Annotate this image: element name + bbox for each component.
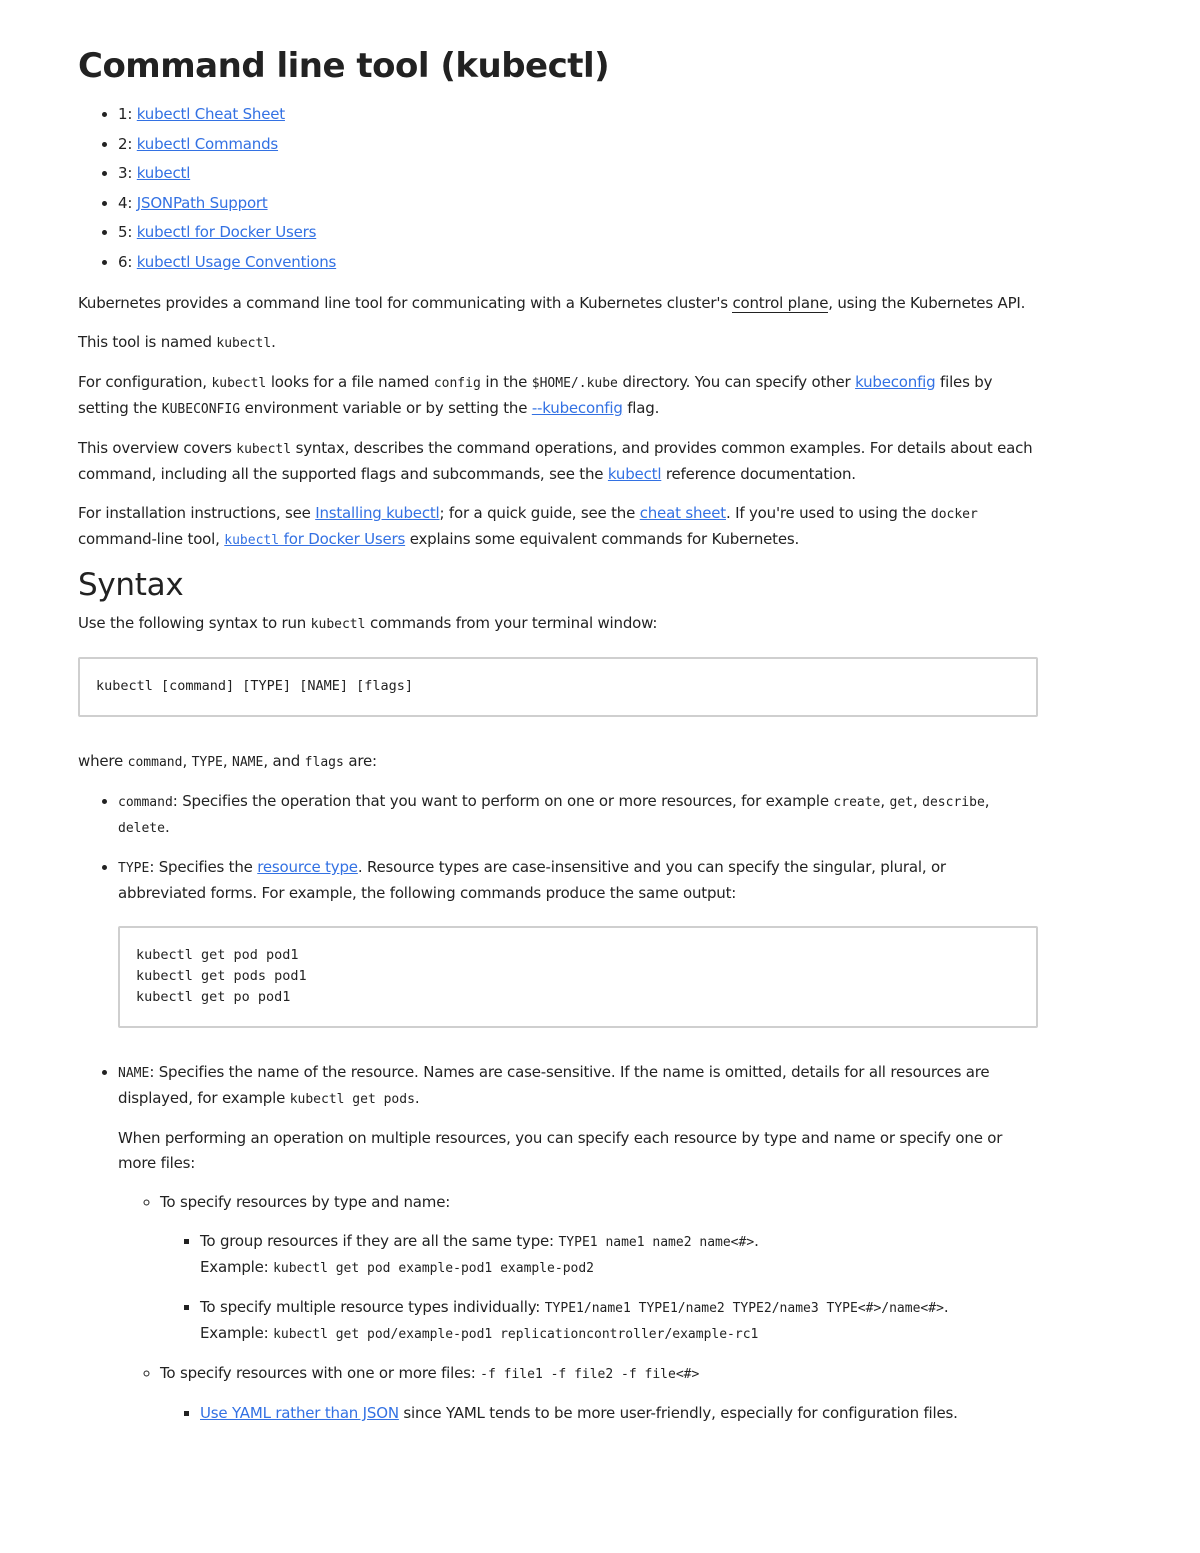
- inline-code: kubectl get pods: [289, 1092, 415, 1107]
- text: Example:: [200, 1324, 274, 1342]
- text: To specify resources with one or more files:: [160, 1364, 481, 1382]
- def-command: [118, 789, 1038, 841]
- text: This overview covers: [78, 439, 237, 457]
- cheat-sheet-link[interactable]: cheat sheet: [639, 504, 726, 522]
- text: command-line tool,: [78, 530, 225, 548]
- intro-paragraph-1: [78, 291, 1038, 316]
- inline-code: kubectl: [216, 336, 272, 351]
- text: To specify resources by type and name:: [160, 1193, 451, 1211]
- inline-code: kubectl: [310, 617, 366, 632]
- control-plane-link[interactable]: control plane: [732, 294, 829, 312]
- text: are:: [343, 752, 377, 770]
- text: commands from your terminal window:: [365, 614, 658, 632]
- text: ,: [222, 752, 233, 770]
- text: . If you're used to using the: [726, 504, 931, 522]
- kubectl-reference-link[interactable]: kubectl: [607, 465, 662, 483]
- text: , using the Kubernetes API.: [828, 294, 1026, 312]
- text: ,: [984, 792, 990, 810]
- text: ,: [182, 752, 192, 770]
- toc-link-cheat-sheet[interactable]: kubectl Cheat Sheet: [136, 105, 285, 123]
- files-list: [160, 1401, 1038, 1426]
- text: , and: [263, 752, 305, 770]
- text: files by setting the: [78, 373, 993, 417]
- text: .: [271, 333, 276, 351]
- table-of-contents: [78, 100, 1038, 277]
- intro-paragraph-5: [78, 501, 1038, 553]
- type-code-block: kubectl get pod pod1 kubectl get pods pod1 kubectl get po pod1: [118, 926, 1038, 1028]
- inline-code: config: [433, 376, 481, 391]
- syntax-heading: Syntax: [78, 567, 184, 603]
- inline-code: KUBECONFIG: [161, 402, 241, 417]
- inline-code: TYPE: [191, 755, 223, 770]
- inline-code: TYPE1 name1 name2 name<#>: [558, 1235, 755, 1250]
- text: .: [943, 1298, 949, 1316]
- list-item: [200, 1401, 1038, 1426]
- toc-item: [118, 218, 1038, 248]
- toc-link-kubectl[interactable]: kubectl: [136, 164, 191, 182]
- intro-paragraph-2: [78, 330, 1038, 356]
- syntax-definitions-list: [78, 789, 1038, 1426]
- list-item: [160, 1190, 1038, 1347]
- text: ,: [880, 792, 890, 810]
- document-content: [78, 46, 1038, 1440]
- name-paragraph-1: [118, 1060, 1038, 1112]
- toc-item: [118, 130, 1038, 160]
- def-type: [118, 855, 1038, 1028]
- inline-code: TYPE1/name1 TYPE1/name2 TYPE2/name3 TYPE<#>/name<#>: [544, 1301, 944, 1316]
- text: environment variable or by setting the: [240, 399, 532, 417]
- toc-link-jsonpath[interactable]: JSONPath Support: [136, 193, 268, 212]
- list-item: [200, 1295, 1038, 1347]
- inline-code: describe: [922, 795, 985, 810]
- installing-kubectl-link[interactable]: Installing kubectl: [315, 504, 440, 522]
- toc-item: [118, 159, 1038, 189]
- inline-code: NAME: [118, 1066, 150, 1081]
- toc-number: 5:: [118, 223, 133, 241]
- resource-type-link[interactable]: resource type: [257, 858, 358, 876]
- inline-code: NAME: [232, 755, 264, 770]
- text: Kubernetes provides a command line tool for communicating with a Kubernetes cluster's: [78, 294, 733, 312]
- text: : Specifies the name of the resource. Names are case-sensitive. If the name is omitted, details for all resources are displayed, for example: [118, 1063, 990, 1107]
- inline-code: kubectl get pod/example-pod1 replicationcontroller/example-rc1: [273, 1327, 759, 1342]
- page-title: Command line tool (kubectl): [78, 46, 610, 86]
- toc-number: 4:: [118, 193, 133, 212]
- toc-number: 3:: [118, 164, 133, 182]
- text: .: [164, 818, 170, 836]
- syntax-code-block: kubectl [command] [TYPE] [NAME] [flags]: [78, 657, 1038, 717]
- toc-link-usage-conventions[interactable]: kubectl Usage Conventions: [136, 252, 337, 271]
- inline-code: docker: [930, 507, 978, 522]
- text: ; for a quick guide, see the: [439, 504, 640, 522]
- inline-code: $HOME/.kube: [531, 376, 618, 391]
- text: : Specifies the operation that you want to perform on one or more resources, for example: [172, 792, 834, 810]
- toc-number: 1:: [118, 105, 133, 123]
- text: To group resources if they are all the same type:: [200, 1232, 559, 1250]
- text: syntax, describes the command operations, and provides common examples. For details about each command, including all the supported flags and subcommands, see the: [78, 439, 1033, 483]
- intro-paragraph-3: [78, 370, 1038, 422]
- text: Use the following syntax to run: [78, 614, 311, 632]
- inline-code: kubectl: [211, 376, 267, 391]
- inline-code: get: [889, 795, 914, 810]
- text: explains some equivalent commands for Kubernetes.: [405, 530, 800, 548]
- text: For configuration,: [78, 373, 212, 391]
- toc-item: [118, 248, 1038, 278]
- text: . Resource types are case-insensitive and you can specify the singular, plural, or abbreviated forms. For example, the following commands produce the same output:: [118, 858, 946, 902]
- where-paragraph: [78, 749, 1038, 775]
- def-name: [118, 1060, 1038, 1426]
- multi-resource-list: [118, 1190, 1038, 1426]
- toc-number: 2:: [118, 134, 133, 153]
- link-text: for Docker Users: [279, 530, 406, 548]
- inline-code: command: [118, 795, 173, 810]
- inline-code: -f file1 -f file2 -f file<#>: [480, 1367, 700, 1382]
- text: where: [78, 752, 128, 770]
- text: .: [414, 1089, 420, 1107]
- toc-number: 6:: [118, 252, 133, 271]
- type-name-list: [160, 1229, 1038, 1347]
- toc-link-docker-users[interactable]: kubectl for Docker Users: [136, 223, 317, 241]
- text: reference documentation.: [661, 465, 856, 483]
- text: To specify multiple resource types individually:: [200, 1298, 545, 1316]
- text: This tool is named: [78, 333, 217, 351]
- text: Example:: [200, 1258, 274, 1276]
- inline-code: kubectl: [224, 533, 280, 548]
- text: .: [754, 1232, 759, 1250]
- toc-item: [118, 100, 1038, 130]
- toc-item: [118, 189, 1038, 219]
- inline-code: command: [127, 755, 183, 770]
- text: ,: [913, 792, 923, 810]
- inline-code: flags: [304, 755, 344, 770]
- intro-paragraph-4: [78, 436, 1038, 487]
- list-item: [160, 1361, 1038, 1426]
- kubeconfig-flag-link[interactable]: --kubeconfig: [531, 399, 623, 417]
- text: in the: [480, 373, 532, 391]
- toc-link-commands[interactable]: kubectl Commands: [136, 134, 279, 153]
- yaml-json-link[interactable]: Use YAML rather than JSON: [200, 1404, 399, 1422]
- inline-code: kubectl get pod example-pod1 example-pod2: [273, 1261, 595, 1276]
- text: directory. You can specify other: [617, 373, 856, 391]
- text: For installation instructions, see: [78, 504, 316, 522]
- syntax-lead: [78, 611, 1038, 637]
- inline-code: create: [833, 795, 881, 810]
- kubeconfig-link[interactable]: kubeconfig: [855, 373, 936, 391]
- inline-code: delete: [118, 821, 165, 836]
- text: since YAML tends to be more user-friendly, especially for configuration files.: [398, 1404, 958, 1422]
- name-paragraph-2: When performing an operation on multiple resources, you can specify each resource by type and name or specify one or more files:: [118, 1129, 1003, 1172]
- text: flag.: [622, 399, 660, 417]
- list-item: [200, 1229, 1038, 1281]
- text: looks for a file named: [266, 373, 434, 391]
- text: : Specifies the: [149, 858, 258, 876]
- inline-code: kubectl: [236, 442, 292, 457]
- inline-code: TYPE: [118, 861, 150, 876]
- docker-users-link[interactable]: [224, 530, 405, 548]
